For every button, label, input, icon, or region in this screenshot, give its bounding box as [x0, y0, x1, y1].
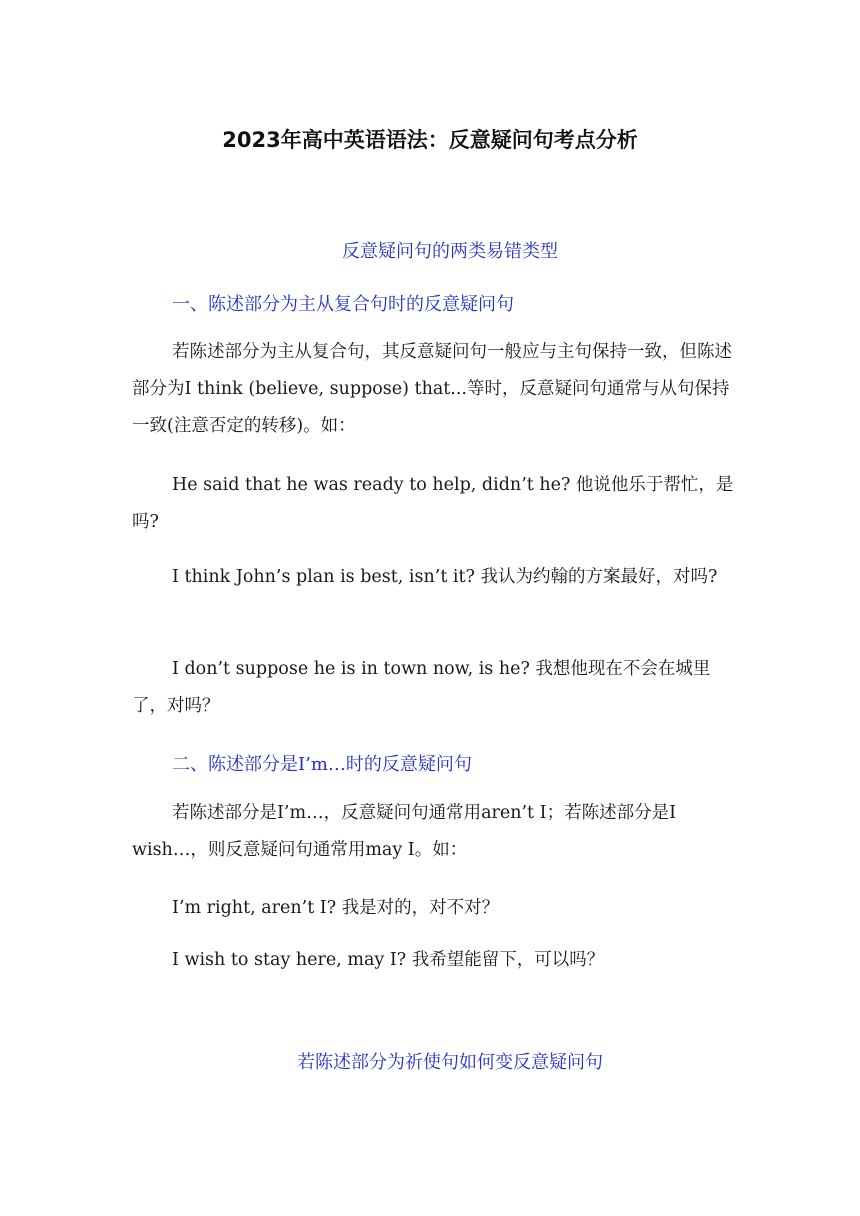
section-title-imperative: 若陈述部分为祈使句如何变反意疑问句 [297, 1052, 603, 1073]
example-sentence: He said that he was ready to help, didn’t he? 他说他乐于帮忙，是吗? [132, 475, 734, 532]
paragraph-i-am: 若陈述部分是I’m…，反意疑问句通常用aren’t I；若陈述部分是I wish…，则反意疑问句通常用may I。如： [132, 803, 676, 860]
heading-complex-sentence: 一、陈述部分为主从复合句时的反意疑问句 [172, 294, 514, 315]
example-sentence: I don’t suppose he is in town now, is he? 我想他现在不会在城里了，对吗？ [132, 659, 711, 716]
example-sentence: I’m right, aren’t I? 我是对的，对不对？ [172, 898, 500, 918]
paragraph-complex-sentence: 若陈述部分为主从复合句，其反意疑问句一般应与主句保持一致，但陈述部分为I think (believe, suppose) that...等时，反意疑问句通常与从句保持一致(注意否定的转移)。如： [132, 342, 732, 436]
example-sentence: I wish to stay here, may I? 我希望能留下，可以吗？ [172, 950, 605, 970]
heading-i-am: 二、陈述部分是I’m…时的反意疑问句 [172, 754, 472, 775]
page-title: 2023年高中英语语法：反意疑问句考点分析 [222, 128, 638, 152]
example-sentence: I think John’s plan is best, isn’t it? 我认为约翰的方案最好，对吗? [172, 567, 718, 587]
section-title-error-types: 反意疑问句的两类易错类型 [342, 241, 558, 262]
